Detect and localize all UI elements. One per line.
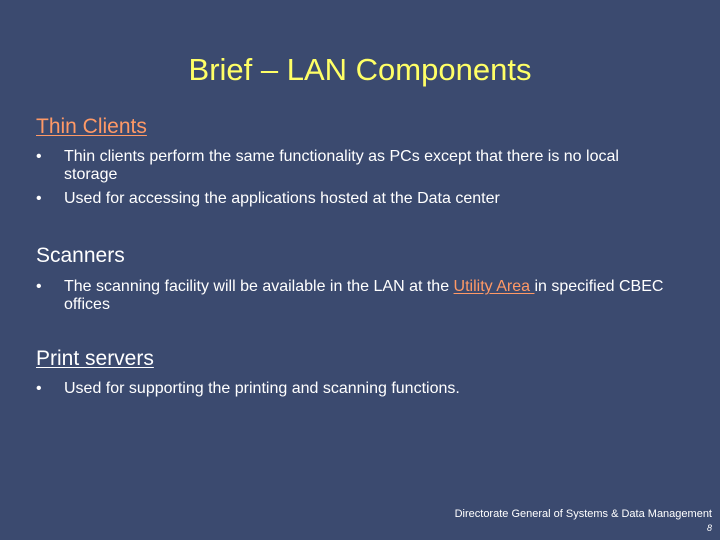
footer-organization: Directorate General of Systems & Data Management	[454, 508, 712, 520]
bullet-icon: •	[36, 380, 42, 397]
bullet-text: Used for accessing the applications hosted at the Data center	[64, 190, 500, 207]
list-item	[36, 148, 676, 184]
bullet-text-after: in specified CBEC offices	[64, 278, 664, 313]
bullet-icon: •	[36, 148, 42, 165]
section-heading-print-servers: Print servers	[36, 347, 154, 370]
section-scanners	[36, 243, 676, 314]
bullet-text: Used for supporting the printing and scanning functions.	[64, 380, 460, 397]
footer	[455, 507, 712, 534]
list-item	[36, 190, 676, 208]
utility-area-link[interactable]: Utility Area	[453, 278, 535, 295]
bullet-text-before: The scanning facility will be available in the LAN at the	[64, 278, 454, 295]
bullet-list-print-servers	[36, 380, 676, 398]
list-item	[36, 278, 676, 314]
page-number: 8	[706, 523, 712, 533]
bullet-icon: •	[36, 278, 42, 295]
section-thin-clients	[36, 114, 676, 208]
list-item	[36, 380, 676, 398]
bullet-icon: •	[36, 190, 42, 207]
bullet-list-scanners	[36, 278, 676, 314]
bullet-list-thin-clients	[36, 148, 676, 208]
bullet-text: Thin clients perform the same functionality as PCs except that there is no local storage	[64, 148, 619, 183]
slide-title: Brief – LAN Components	[188, 52, 532, 87]
section-heading-scanners: Scanners	[36, 244, 125, 267]
section-heading-thin-clients: Thin Clients	[36, 115, 147, 138]
section-print-servers	[36, 346, 676, 398]
